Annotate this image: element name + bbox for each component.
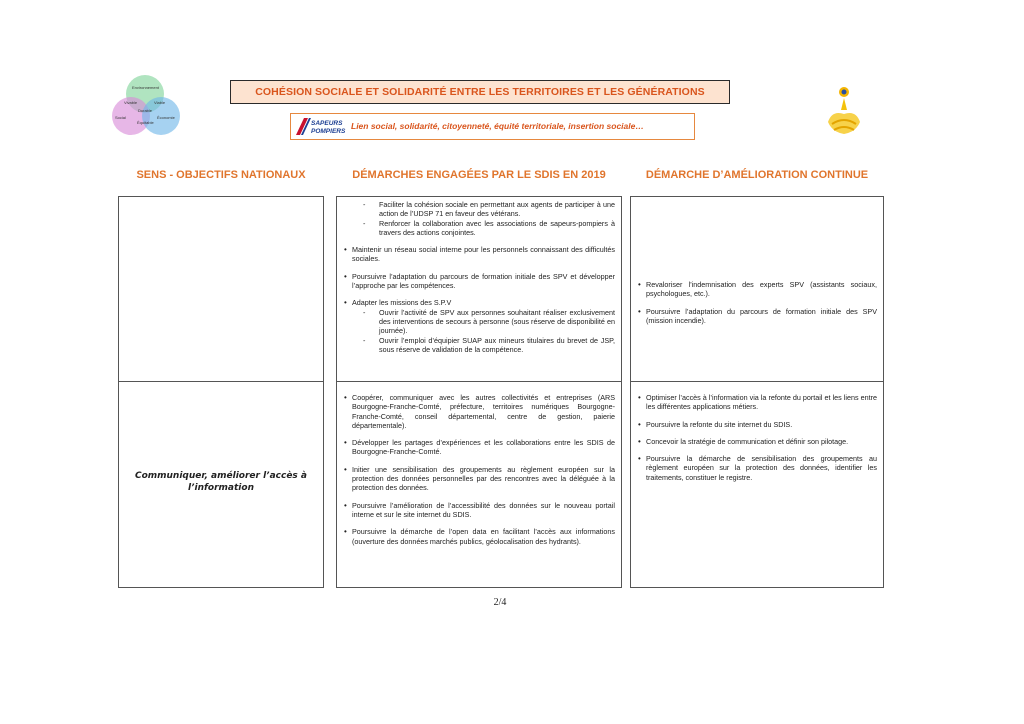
- list-item: • Initier une sensibilisation des groupements au règlement européen sur la protection des données personnelles par des rencontres avec la déléguée à la protection des données.: [343, 465, 615, 493]
- list-item: • Poursuivre l’amélioration de l’accessibilité des données sur le nouveau portail interne et sur le site internet du SDIS.: [343, 501, 615, 520]
- sapeurs-pompiers-logo: [294, 116, 346, 137]
- list-item: • Maintenir un réseau social interne pour les personnels connaissant des difficultés sociales.: [343, 245, 615, 264]
- list-item: - Faciliter la cohésion sociale en permettant aux agents de participer à une action de l’UDSP 71 en faveur des vétérans.: [343, 200, 615, 219]
- objective-cell-row1: [118, 196, 324, 382]
- venn-label: Équitable: [137, 120, 154, 125]
- subtitle-banner: [290, 113, 695, 140]
- list-item: • Poursuivre l’adaptation du parcours de formation initiale des SPV (mission incendie).: [637, 307, 877, 326]
- sustainability-venn-logo: [110, 75, 182, 135]
- list-item: - Ouvrir l’activité de SPV aux personnes souhaitant réaliser exclusivement des interventions de secours à personne (sous réserve de disponibilité en journée).: [343, 308, 615, 336]
- continuous-cell-row2: [630, 381, 884, 588]
- list-item: • Adapter les missions des S.P.V: [343, 298, 615, 307]
- page-number: 2/4: [493, 597, 507, 608]
- venn-label: Environnement: [132, 85, 159, 90]
- venn-label: Social: [115, 115, 126, 120]
- objective-cell-row2: [118, 381, 324, 588]
- list-item: • Poursuivre la démarche de l’open data en facilitant l’accès aux informations (ouverture des données marchés publics, géolocalisation des hydrants).: [343, 527, 615, 546]
- emblem-icon: [822, 80, 866, 140]
- list-item: - Renforcer la collaboration avec les associations de sapeurs-pompiers à travers des actions conjointes.: [343, 219, 615, 238]
- engaged-cell-row1: [336, 196, 622, 382]
- page-title: COHÉSION SOCIALE ET SOLIDARITÉ ENTRE LES TERRITOIRES ET LES GÉNÉRATIONS: [230, 80, 730, 104]
- logo-text-bottom: POMPIERS: [311, 128, 346, 135]
- column-header-objectives: SENS - OBJECTIFS NATIONAUX: [136, 169, 306, 181]
- venn-label: Viable: [154, 100, 166, 105]
- list-item: • Poursuivre la refonte du site internet du SDIS.: [637, 420, 877, 429]
- venn-label: Vivable: [124, 100, 138, 105]
- column-header-engaged: DÉMARCHES ENGAGÉES PAR LE SDIS EN 2019: [352, 169, 606, 181]
- venn-label: Durable: [138, 108, 153, 113]
- list-item: • Coopérer, communiquer avec les autres collectivités et entreprises (ARS Bourgogne-Franche-Comté, préfecture, territoires numériques Bourgogne-Franche-Comté, conseil départemental, centre de gestion, paierie départementale).: [343, 393, 615, 430]
- venn-label: Économie: [157, 115, 175, 120]
- continuous-cell-row1: [630, 196, 884, 382]
- column-header-continuous: DÉMARCHE D’AMÉLIORATION CONTINUE: [645, 169, 869, 181]
- list-item: - Ouvrir l’emploi d’équipier SUAP aux mineurs titulaires du brevet de JSP, sous réserve de validation de la compétence.: [343, 336, 615, 355]
- objective-label: Communiquer, améliorer l’accès à l’information: [134, 471, 307, 493]
- list-item: • Poursuivre la démarche de sensibilisation des groupements au règlement européen sur la protection des données, identifier les traitements, constituer le registre.: [637, 454, 877, 482]
- list-item: • Concevoir la stratégie de communication et définir son pilotage.: [637, 437, 877, 446]
- engaged-cell-row2: [336, 381, 622, 588]
- list-item: • Développer les partages d’expériences et les collaborations entre les SDIS de Bourgogne-Franche-Comté.: [343, 438, 615, 457]
- list-item: • Revaloriser l’indemnisation des experts SPV (assistants sociaux, psychologues, etc.).: [637, 280, 877, 299]
- list-item: • Poursuivre l’adaptation du parcours de formation initiale des SPV et développer l’approche par les compétences.: [343, 272, 615, 291]
- list-item: • Optimiser l’accès à l’information via la refonte du portail et les liens entre les différentes applications métiers.: [637, 393, 877, 412]
- subtitle-text: Lien social, solidarité, citoyenneté, équité territoriale, insertion sociale…: [351, 121, 644, 131]
- logo-text-top: SAPEURS: [311, 120, 343, 127]
